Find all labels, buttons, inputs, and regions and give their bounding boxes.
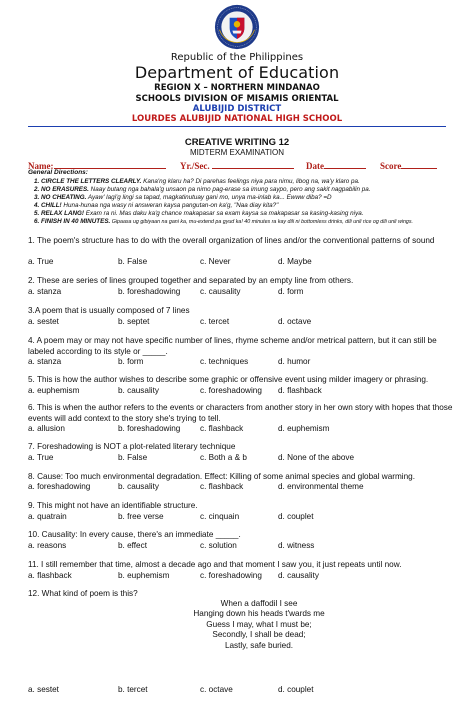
question-6: 6. This is when the author refers to the events or characters from another story in her own story with hopes that those events will add context to the story she's trying to tell. xyxy=(28,403,453,423)
option-b[interactable]: b. False xyxy=(118,453,148,462)
option-a[interactable]: a. euphemism xyxy=(28,386,80,395)
option-b[interactable]: b. septet xyxy=(118,317,150,326)
option-d[interactable]: d. humor xyxy=(278,357,311,366)
option-b[interactable]: b. False xyxy=(118,257,148,266)
poem-line: Lastly, safe buried. xyxy=(224,640,294,650)
option-b[interactable]: b. euphemism xyxy=(118,571,170,580)
poem-line: When a daffodil I see xyxy=(220,599,298,608)
option-d[interactable]: d. octave xyxy=(278,317,312,326)
poem-line: Guess I may, what I must be; xyxy=(206,619,312,629)
yrsec-label: Yr./Sec. xyxy=(180,161,210,171)
options-q4 xyxy=(28,357,454,368)
option-a[interactable]: a. foreshadowing xyxy=(28,482,91,491)
option-a[interactable]: a. True xyxy=(28,257,54,266)
question-2: 2. These are series of lines grouped together and separated by an empty line from others. xyxy=(28,276,354,285)
option-a[interactable]: a. sestet xyxy=(28,317,59,326)
option-c[interactable]: c. causality xyxy=(200,287,241,296)
option-a[interactable]: a. flashback xyxy=(28,571,72,580)
poem-excerpt xyxy=(160,599,358,651)
question-9: 9. This might not have an identifiable structure. xyxy=(28,501,198,510)
poem-line: Secondly, I shall be dead; xyxy=(212,630,306,640)
option-d[interactable]: d. form xyxy=(278,287,304,296)
region-line: REGION X – NORTHERN MINDANAO xyxy=(154,83,320,93)
republic-line: Republic of the Philippines xyxy=(170,52,304,63)
exam-title: CREATIVE WRITING 12 xyxy=(184,137,290,148)
question-11: 11. I still remember that time, almost a decade ago and that moment I saw you, it just repeats until now. xyxy=(28,560,402,569)
option-b[interactable]: b. causality xyxy=(118,386,159,395)
option-d[interactable]: d. causality xyxy=(278,571,319,580)
option-c[interactable]: c. foreshadowing xyxy=(200,571,262,580)
option-c[interactable]: c. flashback xyxy=(200,424,244,433)
options-q6 xyxy=(28,424,454,435)
options-q9 xyxy=(28,512,454,523)
option-a[interactable]: a. stanza xyxy=(28,357,62,366)
score-label: Score xyxy=(380,161,402,171)
option-b[interactable]: b. foreshadowing xyxy=(118,424,181,433)
option-a[interactable]: a. reasons xyxy=(28,541,67,550)
direction-item: 6. FINISH IN 40 MINUTES. Gipaasa ug gibiyaan na gani ka, mu-extend pa gyud ka! 40 minutes ra kay dili ni bottomless drinks, dili unli rice og dili unli wings. xyxy=(34,218,413,225)
option-d[interactable]: d. couplet xyxy=(278,685,314,694)
option-b[interactable]: b. form xyxy=(118,357,144,366)
option-a[interactable]: a. sestet xyxy=(28,685,59,694)
date-label: Date xyxy=(306,161,324,171)
options-q11 xyxy=(28,571,454,582)
direction-item: 3. NO CHEATING. Ayaw' lagi'g lingi sa tapad, magkatinutuay gani mo, unya ma-inlab ka... Ewww diba? =D xyxy=(34,194,332,201)
department-name: Department of Education xyxy=(134,63,340,82)
option-a[interactable]: a. allusion xyxy=(28,424,65,433)
poem-line: Hanging down his heads t'wards me xyxy=(193,609,325,619)
option-a[interactable]: a. stanza xyxy=(28,287,62,296)
question-5: 5. This is how the author wishes to describe some graphic or offensive event using milder imagery or phrasing. xyxy=(28,375,429,384)
question-7: 7. Foreshadowing is NOT a plot-related literary technique xyxy=(28,442,236,451)
option-c[interactable]: c. cinquain xyxy=(200,512,240,521)
option-d[interactable]: d. Maybe xyxy=(278,257,312,266)
option-d[interactable]: d. environmental theme xyxy=(278,482,364,491)
general-directions-label: General Directions: xyxy=(28,169,88,176)
option-b[interactable]: b. foreshadowing xyxy=(118,287,181,296)
option-d[interactable]: d. witness xyxy=(278,541,315,550)
direction-item: 4. CHILL! Huna-hunaa nga wasy ni answeran kaysa pangutan-on ka'g, "Naa diay kita?" xyxy=(34,202,279,209)
options-q1 xyxy=(28,257,454,268)
option-d[interactable]: d. euphemism xyxy=(278,424,330,433)
direction-item: 5. RELAX LANG! Exam ra ni. Mas daku ka'g chance makapasar sa exam kaysa sa makapasar sa kasing-kasing niya. xyxy=(34,210,364,217)
option-d[interactable]: d. couplet xyxy=(278,512,314,521)
options-q2 xyxy=(28,287,454,298)
school-name: LOURDES ALUBIJID NATIONAL HIGH SCHOOL xyxy=(131,114,343,124)
yrsec-field[interactable] xyxy=(180,159,294,171)
direction-item: 1. CIRCLE THE LETTERS CLEARLY. Kana'ng klaru ha? Di parehas feelings niya para nimu, libog na, wa'y klaro pa. xyxy=(34,178,360,185)
exam-subtitle: MIDTERM EXAMINATION xyxy=(189,148,285,157)
option-a[interactable]: a. quatrain xyxy=(28,512,67,521)
option-c[interactable]: c. flashback xyxy=(200,482,244,491)
date-field[interactable] xyxy=(306,159,366,171)
option-b[interactable]: b. tercet xyxy=(118,685,148,694)
question-8: 8. Cause: Too much environmental degradation. Effect: Killing of some animal species and global warming. xyxy=(28,472,415,481)
name-label: Name: xyxy=(28,161,54,171)
option-b[interactable]: b. causality xyxy=(118,482,159,491)
options-q12 xyxy=(28,685,454,696)
question-10: 10. Causality: In every cause, there's an immediate _____. xyxy=(28,530,241,539)
question-3: 3.A poem that is usually composed of 7 lines xyxy=(28,306,190,315)
options-q3 xyxy=(28,317,454,328)
division-line: SCHOOLS DIVISION OF MISAMIS ORIENTAL xyxy=(135,94,339,104)
option-c[interactable]: c. foreshadowing xyxy=(200,386,262,395)
option-c[interactable]: c. octave xyxy=(200,685,233,694)
deped-seal-logo xyxy=(214,4,260,50)
question-1: 1. The poem's structure has to do with the overall organization of lines and/or the conventional patterns of sound xyxy=(28,236,435,245)
option-b[interactable]: b. effect xyxy=(118,541,147,550)
options-q8 xyxy=(28,482,454,493)
options-q10 xyxy=(28,541,454,552)
option-d[interactable]: d. None of the above xyxy=(278,453,355,462)
option-a[interactable]: a. True xyxy=(28,453,54,462)
score-field[interactable] xyxy=(380,159,437,171)
option-c[interactable]: c. techniques xyxy=(200,357,249,366)
district-line: ALUBIJID DISTRICT xyxy=(192,104,282,114)
question-12: 12. What kind of poem is this? xyxy=(28,589,138,598)
option-c[interactable]: c. Both a & b xyxy=(200,453,247,462)
options-q5 xyxy=(28,386,454,397)
option-c[interactable]: c. solution xyxy=(200,541,237,550)
option-c[interactable]: c. Never xyxy=(200,257,231,266)
option-d[interactable]: d. flashback xyxy=(278,386,322,395)
options-q7 xyxy=(28,453,454,464)
option-b[interactable]: b. free verse xyxy=(118,512,164,521)
option-c[interactable]: c. tercet xyxy=(200,317,230,326)
direction-item: 2. NO ERASURES. Naay butang nga bahala'g unsaon pa nimo pag-erase sa imung saypo, pero ang sakit nagpabilin pa. xyxy=(34,186,371,193)
question-4: 4. A poem may or may not have specific number of lines, rhyme scheme and/or metrical pattern, but it can still be labeled according to its style or _____. xyxy=(28,336,437,356)
header-divider xyxy=(28,126,446,127)
